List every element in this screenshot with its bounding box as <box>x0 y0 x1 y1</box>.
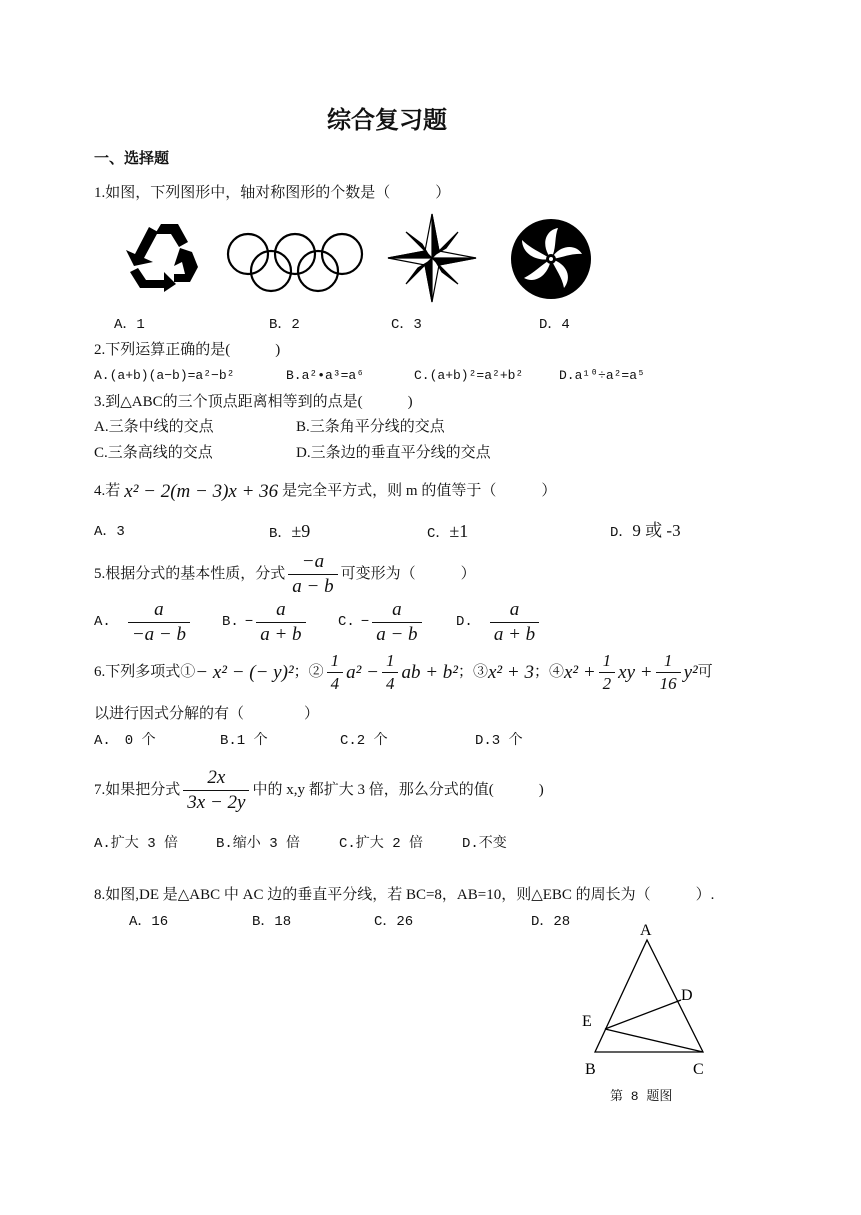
option-fraction <box>372 600 421 645</box>
option-letter: C． <box>427 526 450 542</box>
option-fraction <box>490 600 539 645</box>
vertex-label-d: D <box>681 987 693 1004</box>
recycle-icon <box>122 222 200 292</box>
q6-term: y² <box>683 661 698 683</box>
option-letter: D. <box>456 614 473 631</box>
numerator: 1 <box>663 651 673 670</box>
q8-option-d[interactable]: D．28 <box>531 914 571 930</box>
q6-sep: ；④ <box>533 663 564 680</box>
q7-prefix: 7.如果把分式 <box>94 781 181 798</box>
q4-expression: x² − 2(m − 3)x + 36 <box>124 481 279 502</box>
q1-option-b[interactable]: B．2 <box>269 317 300 333</box>
vertex-label-a: A <box>640 922 652 939</box>
q3-option-b[interactable]: B.三条角平分线的交点 <box>296 419 445 435</box>
vertex-label-c: C <box>693 1061 704 1078</box>
q5-option-b[interactable] <box>222 600 309 645</box>
q6-option-d[interactable]: D.3 个 <box>475 733 523 749</box>
compass-star-icon <box>384 212 480 304</box>
q1-option-a[interactable]: A．1 <box>114 317 145 333</box>
q7-option-c[interactable]: C.扩大 2 倍 <box>339 836 424 852</box>
q6-fraction <box>599 652 616 693</box>
option-fraction <box>256 600 305 645</box>
q6-option-c[interactable]: C.2 个 <box>340 733 388 749</box>
q5-option-a[interactable] <box>94 600 193 645</box>
q5-fraction <box>288 552 337 597</box>
option-value: ±1 <box>449 521 469 541</box>
option-value: 9 或 -3 <box>632 521 681 540</box>
option-letter: B. <box>222 614 239 631</box>
q6-poly-1: − x² − (− y)² <box>195 661 294 683</box>
q4-prefix: 4.若 <box>94 483 121 499</box>
numerator: a <box>154 599 164 620</box>
denominator: a − b <box>288 574 337 597</box>
q8-option-a[interactable]: A．16 <box>129 914 169 930</box>
option-value: ±9 <box>291 521 311 541</box>
denominator: 3x − 2y <box>183 790 249 813</box>
q6-option-a[interactable]: A. 0 个 <box>94 733 156 749</box>
q3-option-c[interactable]: C.三条高线的交点 <box>94 445 213 461</box>
q2-option-d[interactable]: D.a¹⁰÷a²=a⁵ <box>559 368 645 383</box>
q8-option-b[interactable]: B．18 <box>252 914 292 930</box>
q6-suffix: 可 <box>697 663 713 680</box>
numerator: −a <box>301 551 325 572</box>
denominator: 16 <box>656 672 681 693</box>
denominator: a + b <box>256 622 305 645</box>
olympic-rings-icon <box>226 232 364 294</box>
q6-term: ab + b² <box>401 661 458 683</box>
q6-term: xy + <box>618 661 653 683</box>
page-title: 综合复习题 <box>327 106 447 134</box>
q4-option-c[interactable] <box>427 522 468 541</box>
q5-option-c[interactable] <box>338 600 425 645</box>
denominator: a + b <box>490 622 539 645</box>
section-heading: 一、选择题 <box>94 149 170 167</box>
q1-stem: 1.如图，下列图形中，轴对称图形的个数是（ ） <box>94 185 451 201</box>
option-value: 3 <box>116 524 125 540</box>
q7-option-b[interactable]: B.缩小 3 倍 <box>216 836 301 852</box>
option-fraction <box>128 600 190 645</box>
q6-fraction <box>382 652 399 693</box>
q6-option-b[interactable]: B.1 个 <box>220 733 268 749</box>
option-sign: − <box>244 614 254 631</box>
q6-poly-3: x² + 3 <box>488 661 534 683</box>
option-letter: D． <box>610 525 633 541</box>
q5-suffix: 可变形为（ ） <box>340 565 476 582</box>
q8-stem: 8.如图,DE 是△ABC 中 AC 边的垂直平分线，若 BC=8，AB=10，则△EBC 的周长为（ ）. <box>94 887 715 903</box>
q4-suffix: 是完全平方式，则 m 的值等于（ ） <box>282 483 557 499</box>
numerator: 2x <box>207 767 226 788</box>
q6-sep: ；③ <box>457 663 488 680</box>
q4-stem <box>94 482 556 501</box>
numerator: 1 <box>385 651 395 670</box>
figure-caption: 第 8 题图 <box>610 1089 673 1104</box>
option-letter: C. <box>338 614 355 631</box>
pinwheel-circle-icon <box>510 218 592 300</box>
option-letter: A． <box>94 524 117 540</box>
q2-stem: 2.下列运算正确的是( ) <box>94 342 281 358</box>
q5-stem <box>94 552 476 597</box>
q1-option-c[interactable]: C．3 <box>391 317 422 333</box>
q3-option-d[interactable]: D.三条边的垂直平分线的交点 <box>296 445 491 461</box>
q7-option-a[interactable]: A.扩大 3 倍 <box>94 836 179 852</box>
denominator: 4 <box>327 672 344 693</box>
numerator: a <box>392 599 402 620</box>
numerator: 1 <box>330 651 340 670</box>
q6-sep: ；② <box>293 663 324 680</box>
triangle-diagram <box>575 918 725 1078</box>
denominator: 2 <box>599 672 616 693</box>
numerator: 1 <box>602 651 612 670</box>
q4-option-d[interactable] <box>610 522 681 540</box>
q7-option-d[interactable]: D.不变 <box>462 836 507 852</box>
q7-suffix: 中的 x,y 都扩大 3 倍，那么分式的值( ) <box>252 781 544 798</box>
denominator: a − b <box>372 622 421 645</box>
q1-option-d[interactable]: D．4 <box>539 317 570 333</box>
denominator: 4 <box>382 672 399 693</box>
q3-stem: 3.到△ABC的三个顶点距离相等到的点是( ) <box>94 394 413 410</box>
q6-term: x² + <box>563 661 596 683</box>
numerator: a <box>276 599 286 620</box>
option-sign: − <box>360 614 370 631</box>
vertex-label-b: B <box>585 1061 596 1078</box>
q6-stem <box>94 652 713 693</box>
q8-option-c[interactable]: C．26 <box>374 914 414 930</box>
numerator: a <box>509 599 520 620</box>
q2-option-c[interactable]: C.(a+b)²=a²+b² <box>414 368 524 383</box>
option-letter: B． <box>269 526 292 542</box>
q6-prefix: 6.下列多项式① <box>94 663 196 680</box>
q6-fraction <box>656 652 681 693</box>
vertex-label-e: E <box>582 1013 592 1030</box>
q6-fraction <box>327 652 344 693</box>
q7-stem <box>94 768 544 813</box>
q6-stem-line2: 以进行因式分解的有（ ） <box>94 706 320 722</box>
q5-prefix: 5.根据分式的基本性质，分式 <box>94 565 286 582</box>
q2-option-b[interactable]: B.a²•a³=a⁶ <box>286 368 365 383</box>
denominator: −a − b <box>128 622 190 645</box>
q3-option-a[interactable]: A.三条中线的交点 <box>94 419 214 435</box>
q6-term: a² − <box>346 661 379 683</box>
option-letter: A. <box>94 614 111 631</box>
q7-fraction <box>183 768 249 813</box>
q2-option-a[interactable]: A.(a+b)(a−b)=a²−b² <box>94 368 235 383</box>
q5-option-d[interactable] <box>456 600 542 645</box>
q4-option-b[interactable] <box>269 522 310 541</box>
q4-option-a[interactable] <box>94 524 125 539</box>
